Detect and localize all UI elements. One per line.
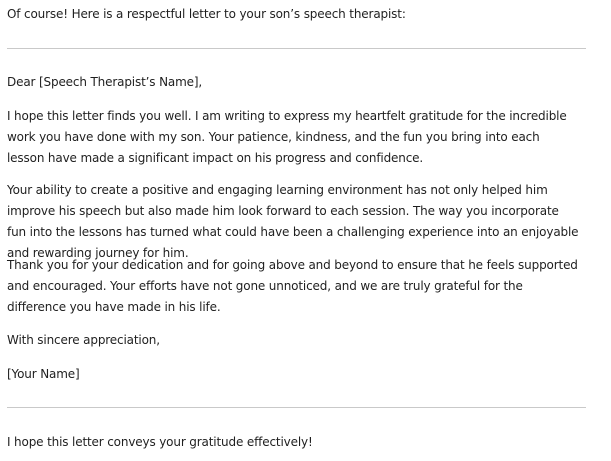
intro-text: Of course! Here is a respectful letter to your son’s speech therapist:: [7, 7, 406, 21]
letter-closing: With sincere appreciation,: [7, 333, 160, 347]
letter-greeting: Dear [Speech Therapist’s Name],: [7, 75, 203, 89]
divider-top: [7, 48, 586, 49]
letter-paragraph-3: Thank you for your dedication and for going above and beyond to ensure that he feels supported and encouraged. Your efforts have not gone unnoticed, and we are truly grateful for the difference you have made in his life.: [7, 258, 578, 314]
outro-text: I hope this letter conveys your gratitude effectively!: [7, 435, 313, 449]
letter-paragraph-1: I hope this letter finds you well. I am writing to express my heartfelt gratitude for the incredible work you have done with my son. Your patience, kindness, and the fun you bring into each lesson have made a significant impact on his progress and confidence.: [7, 109, 567, 165]
letter-signature: [Your Name]: [7, 367, 80, 381]
divider-bottom: [7, 407, 586, 408]
letter-paragraph-2: Your ability to create a positive and engaging learning environment has not only helped him improve his speech but also made him look forward to each session. The way you incorporate fun into the lessons has turned what could have been a challenging experience into an enjoyable and rewarding journey for him.: [7, 183, 579, 260]
